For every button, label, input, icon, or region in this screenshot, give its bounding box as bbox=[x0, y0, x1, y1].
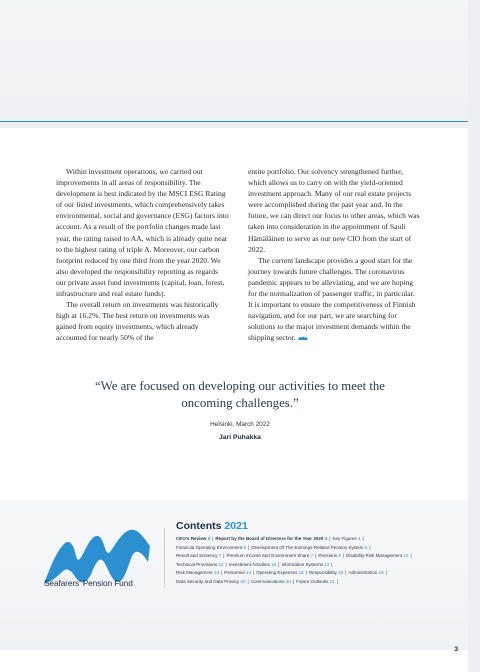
toc-item[interactable] bbox=[281, 562, 329, 567]
toc-item-page: 7 bbox=[217, 553, 222, 559]
toc-line bbox=[176, 544, 438, 553]
header-divider-line bbox=[0, 121, 468, 122]
toc-item-title: Premium Income and Government Share bbox=[226, 553, 310, 559]
toc-line bbox=[176, 578, 438, 587]
toc-separator: | bbox=[362, 536, 364, 541]
toc-item[interactable] bbox=[296, 579, 335, 584]
toc-item[interactable] bbox=[176, 553, 221, 558]
brand-name: Seafarers’ Pension Fund bbox=[44, 578, 133, 588]
toc-separator: | bbox=[331, 561, 333, 567]
toc-item-page: 14 bbox=[244, 570, 251, 576]
place-date: Helsinki, March 2022 bbox=[210, 421, 270, 428]
toc-item-page: 4 bbox=[356, 536, 361, 541]
toc-item-page: 18 bbox=[377, 570, 384, 576]
toc-item[interactable] bbox=[226, 553, 313, 558]
toc-item[interactable] bbox=[348, 570, 383, 575]
toc-separator: | bbox=[247, 578, 249, 584]
toc-item-title: Risk Management bbox=[176, 570, 213, 576]
toc-item[interactable] bbox=[251, 579, 291, 584]
toc-item-page: 13 bbox=[322, 561, 330, 567]
toc-item-page: 20 bbox=[239, 578, 246, 584]
toc-item[interactable] bbox=[176, 536, 210, 541]
wave-m-logo-icon bbox=[44, 522, 152, 604]
toc-item[interactable] bbox=[251, 545, 367, 550]
toc-item-page: 2 bbox=[206, 536, 211, 541]
toc-item-title: Development Of The Earnings-Related Pension System bbox=[251, 544, 364, 550]
contents-label: Contents bbox=[176, 520, 222, 532]
table-of-contents bbox=[176, 535, 438, 587]
body-columns bbox=[56, 166, 421, 344]
toc-separator: | bbox=[248, 544, 250, 550]
toc-item-page: 12 bbox=[217, 561, 224, 567]
toc-item-title: CEO's Review bbox=[176, 536, 207, 541]
paragraph: Within investment operations, we carried out improvements in all areas of responsibility. The development is best indicated by the MSCI ESG Rating of our listed investments, which comprehensively takes environmental, social and governance (ESG) factors into account. As a result of the portfolio changes made last year, the rating raised to AA, which is already quite near to the highest rating of triple A. Moreover, our carbon footprint reduced by one third from the year 2020. We also developed the responsibility reporting as regards our private asset fund investments (capital, loan, forest, infrastructure and real estate funds). bbox=[56, 167, 229, 299]
toc-item[interactable] bbox=[215, 536, 327, 541]
toc-item-title: Personnel bbox=[224, 570, 245, 576]
paragraph: entire portfolio. Our solvency strengthened further, which allows us to carry on with the yield-oriented investment approach. Many of our real estate projects were accomplished during the past year and. In the future, we can direct our focus to other areas, which was taken into consideration in the appointment of Sauli Hämäläinen to serve as our new CIO from the start of 2022. bbox=[248, 167, 420, 254]
toc-item-page: 15 bbox=[297, 570, 304, 576]
toc-item-title: Communications bbox=[250, 578, 285, 584]
toc-item-page: 12 bbox=[269, 561, 277, 567]
toc-item-page: 20 bbox=[284, 578, 291, 584]
toc-item-title: Financial Operating Environment bbox=[176, 544, 243, 550]
toc-item-page: 4 bbox=[323, 536, 328, 541]
toc-item[interactable] bbox=[256, 570, 304, 575]
toc-separator: | bbox=[212, 536, 214, 541]
toc-item-title: Investment Activities bbox=[228, 561, 270, 567]
toc-item-title: Technical Provisions bbox=[176, 561, 218, 567]
toc-item-title: Operating Expenses bbox=[256, 570, 298, 576]
toc-line bbox=[176, 569, 438, 578]
toc-separator: | bbox=[292, 578, 295, 584]
wave-end-mark-icon bbox=[298, 335, 308, 340]
toc-item[interactable] bbox=[332, 536, 360, 541]
toc-item[interactable] bbox=[176, 545, 246, 550]
toc-item-page: 5 bbox=[242, 544, 247, 550]
paragraph: The overall return on investments was historically high at 16.2%. The best return on investments was gained from equity investments, which already accounted for nearly 50% of the bbox=[56, 300, 219, 343]
paragraph bbox=[248, 255, 421, 344]
toc-item[interactable] bbox=[176, 579, 246, 584]
toc-item-title: Information Systems bbox=[281, 561, 323, 567]
toc-item-title: Disability Risk Management bbox=[346, 553, 403, 559]
toc-item-page: 10 bbox=[402, 553, 409, 559]
toc-item[interactable] bbox=[224, 570, 251, 575]
paragraph-text: The current landscape provides a good start for the journey towards future challenges. The coronavirus pandemic appears to be alleviating, and we are hoping for the normalization of passenger traffic, in particular. It is important to ensure the competitiveness of Finnish navigation, and for our part, we are searching for solutions to the major investment demands within the shipping sector. bbox=[248, 255, 416, 343]
toc-separator: | bbox=[220, 570, 223, 576]
toc-separator: | bbox=[305, 570, 307, 576]
toc-item-page: 13 bbox=[212, 570, 219, 576]
left-column bbox=[56, 166, 229, 344]
toc-separator: | bbox=[225, 561, 227, 567]
toc-item[interactable] bbox=[176, 570, 219, 575]
toc-separator: | bbox=[345, 570, 347, 576]
toc-separator: | bbox=[342, 553, 345, 559]
contents-year: 2021 bbox=[224, 520, 248, 532]
toc-separator: | bbox=[369, 544, 371, 550]
toc-item[interactable] bbox=[309, 570, 343, 575]
toc-separator: | bbox=[278, 561, 280, 567]
toc-item[interactable] bbox=[346, 553, 408, 558]
toc-item-title: Administration bbox=[348, 570, 378, 576]
signer-name: Jari Puhakka bbox=[219, 434, 261, 441]
toc-item[interactable] bbox=[228, 561, 280, 567]
toc-separator: | bbox=[329, 536, 331, 541]
pull-quote: “We are focused on developing our activities to meet the oncoming challenges.” bbox=[95, 379, 385, 410]
toc-item-page: 8 bbox=[337, 553, 341, 559]
toc-item-page: 7 bbox=[309, 553, 314, 559]
page-number: 3 bbox=[454, 646, 458, 653]
toc-separator: | bbox=[410, 553, 412, 559]
right-column bbox=[248, 166, 421, 344]
toc-item-title: Key Figures bbox=[332, 536, 357, 541]
toc-item-title: Report by the Board of Directors for the Year 2020 bbox=[215, 536, 324, 541]
header-band bbox=[0, 0, 468, 128]
toc-separator: | bbox=[252, 570, 255, 576]
toc-item-page: 21 bbox=[328, 578, 335, 584]
toc-item-title: Responsibility bbox=[308, 570, 337, 576]
toc-line bbox=[176, 561, 438, 570]
toc-separator: | bbox=[336, 578, 338, 584]
footer-divider bbox=[164, 528, 165, 588]
toc-line bbox=[176, 535, 438, 544]
toc-separator: | bbox=[223, 553, 225, 559]
page-edge-strip bbox=[468, 0, 480, 672]
toc-item-page: 6 bbox=[363, 544, 368, 550]
toc-item[interactable] bbox=[318, 553, 341, 558]
toc-item-title: Result and Solvency bbox=[176, 553, 218, 559]
toc-separator: | bbox=[315, 553, 317, 559]
contents-heading bbox=[176, 520, 248, 532]
toc-line bbox=[176, 552, 438, 561]
toc-item-title: Data Security and Data Privacy bbox=[176, 578, 240, 584]
toc-item-title: Pensions bbox=[318, 553, 338, 559]
toc-item-title: Future Outlooks bbox=[296, 578, 329, 584]
toc-item[interactable] bbox=[176, 562, 224, 567]
toc-separator: | bbox=[385, 570, 387, 576]
toc-item-page: 15 bbox=[336, 570, 344, 576]
